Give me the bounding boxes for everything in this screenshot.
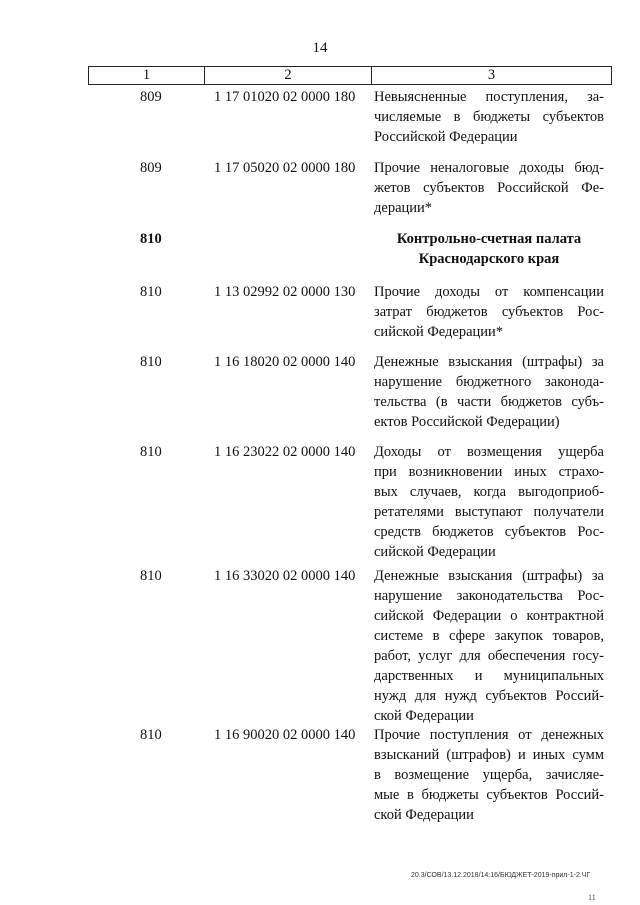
budget-classification-code: 1 16 90020 02 0000 140	[214, 727, 356, 743]
admin-code: 809	[140, 160, 162, 176]
header-col-1: 1	[89, 67, 205, 84]
table-header	[88, 66, 612, 85]
description-line: Невыясненные поступления, за-	[374, 89, 604, 105]
description-line: нужд для нужд субъектов Россий-	[374, 688, 604, 704]
header-col-3: 3	[487, 67, 496, 83]
income-description	[374, 229, 604, 269]
description-line: сийской Федерации*	[374, 324, 504, 340]
description-line: Доходы от возмещения ущерба	[374, 444, 604, 460]
budget-classification-code: 1 16 33020 02 0000 140	[214, 568, 356, 584]
budget-classification-code: 1 16 23022 02 0000 140	[214, 444, 356, 460]
budget-classification-code: 1 17 05020 02 0000 180	[214, 160, 356, 176]
admin-code: 809	[140, 89, 162, 105]
description-line: взысканий (штрафов) и иных сумм	[374, 747, 604, 763]
description-line: ской Федерации	[374, 807, 474, 823]
description-line: средств бюджетов субъектов Рос-	[374, 524, 604, 540]
description-line: мые в бюджеты субъектов Россий-	[374, 787, 604, 803]
description-line: ской Федерации	[374, 708, 474, 724]
description-line: затрат бюджетов субъектов Рос-	[374, 304, 604, 320]
description-line: при возникновении иных страхо-	[374, 464, 604, 480]
admin-code: 810	[140, 231, 162, 247]
description-line: тельства (в части бюджетов субъ-	[374, 394, 604, 410]
description-line: дарственных и муниципальных	[374, 668, 604, 684]
budget-classification-code: 1 13 02992 02 0000 130	[214, 284, 356, 300]
admin-code: 810	[140, 354, 162, 370]
footer-file-stamp: 20.3/СОВ/13.12.2018/14:16/БЮДЖЕТ-2019-прил-1-2.ЧГ	[411, 872, 591, 879]
description-line: Денежные взыскания (штрафы) за	[374, 354, 604, 370]
income-description	[374, 566, 604, 726]
description-line: сийской Федерации о контрактной	[374, 608, 604, 624]
budget-classification-code: 1 16 18020 02 0000 140	[214, 354, 356, 370]
description-line: Краснодарского края	[418, 251, 560, 267]
header-col-2: 2	[205, 67, 372, 84]
description-line: сийской Федерации	[374, 544, 496, 560]
income-description	[374, 158, 604, 218]
description-line: числяемые в бюджеты субъектов	[374, 109, 604, 125]
description-line: ретателями выступают получатели	[374, 504, 604, 520]
description-line: работ, услуг для обеспечения госу-	[374, 648, 604, 664]
description-line: дерации*	[374, 200, 433, 216]
income-description	[374, 87, 604, 147]
page-number: 14	[312, 40, 328, 56]
income-description	[374, 352, 604, 432]
description-line: Денежные взыскания (штрафы) за	[374, 568, 604, 584]
income-description	[374, 725, 604, 825]
description-line: жетов субъектов Российской Фе-	[374, 180, 604, 196]
description-line: нарушение бюджетного законода-	[374, 374, 604, 390]
admin-code: 810	[140, 444, 162, 460]
description-line: вых случаев, когда выгодоприоб-	[374, 484, 604, 500]
description-line: в возмещение ущерба, зачисляе-	[374, 767, 604, 783]
corner-mark: 11	[588, 893, 596, 902]
description-line: системе в сфере закупок товаров,	[374, 628, 604, 644]
description-line: Контрольно-счетная палата	[396, 231, 582, 247]
income-description	[374, 442, 604, 562]
description-line: Прочие поступления от денежных	[374, 727, 604, 743]
admin-code: 810	[140, 568, 162, 584]
admin-code: 810	[140, 284, 162, 300]
description-line: Прочие неналоговые доходы бюд-	[374, 160, 604, 176]
description-line: Российской Федерации	[374, 129, 518, 145]
description-line: ектов Российской Федерации)	[374, 414, 560, 430]
description-line: Прочие доходы от компенсации	[374, 284, 604, 300]
admin-code: 810	[140, 727, 162, 743]
budget-classification-code: 1 17 01020 02 0000 180	[214, 89, 356, 105]
description-line: нарушение законодательства Рос-	[374, 588, 604, 604]
income-description	[374, 282, 604, 342]
